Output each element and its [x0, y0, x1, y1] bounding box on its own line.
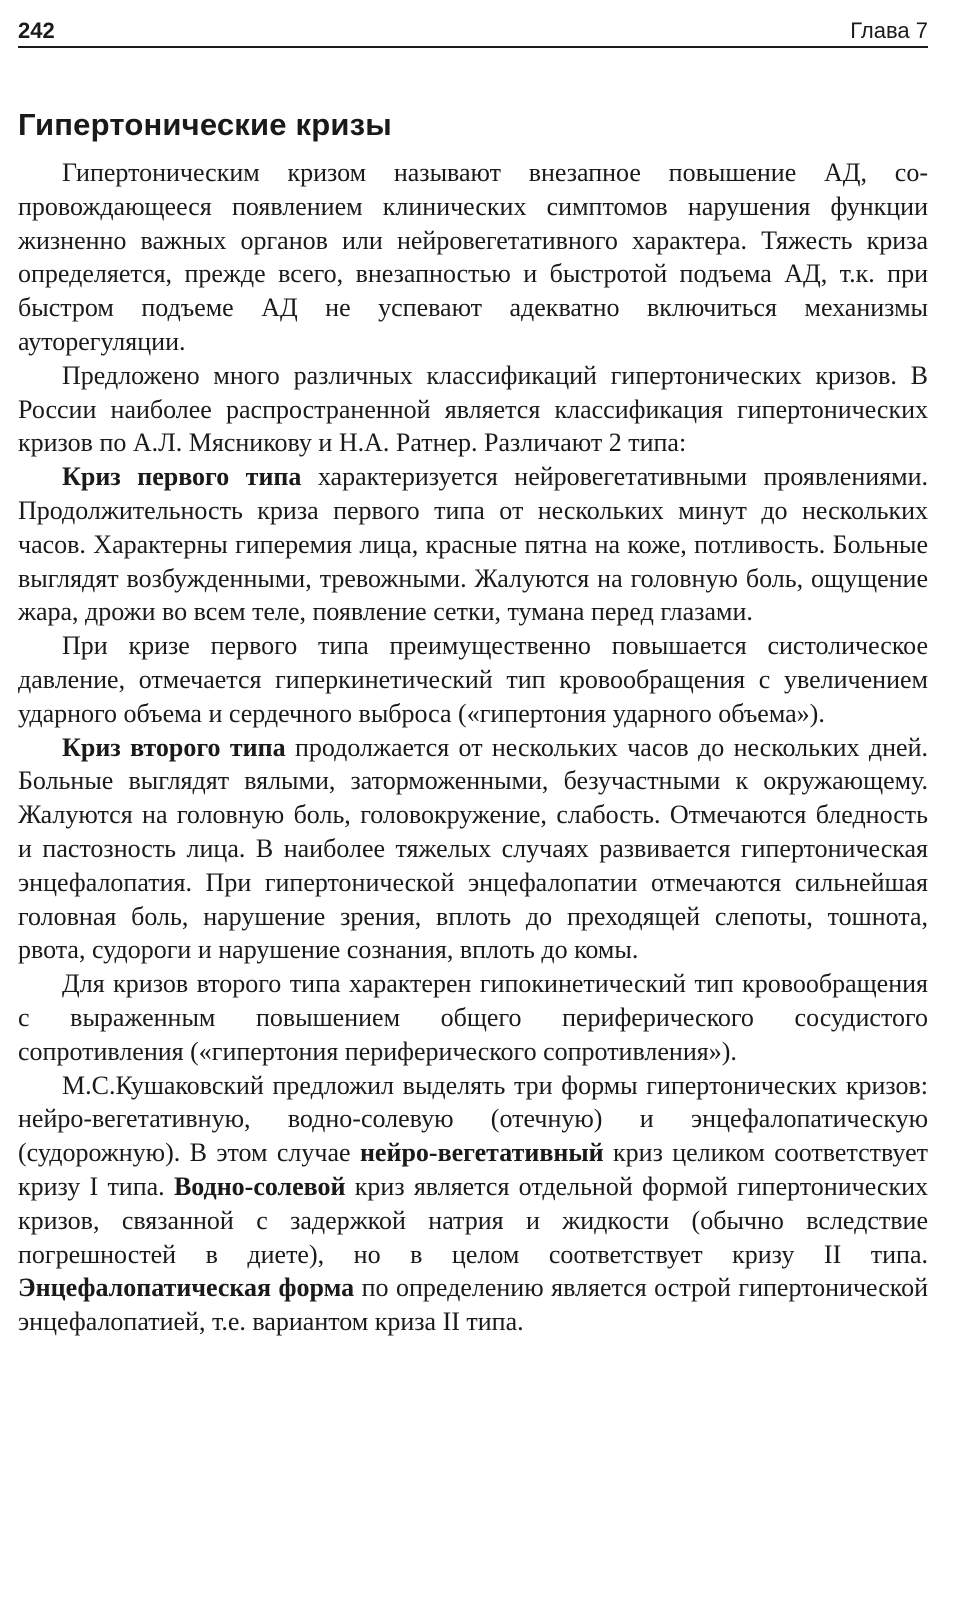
paragraph-classification: [18, 359, 928, 460]
paragraph-text: криз целиком соответствует кризу I типа.: [18, 1138, 928, 1201]
body-text: [18, 156, 928, 1339]
term-second-type: Криз второго типа: [62, 732, 286, 762]
book-page: [18, 18, 928, 1339]
paragraph-text: М.С.Кушаковский предложил выделять три формы гипертонических кризов: нейро-вегетативную, водно-солевую (отечную) и энцефалопатическую (судорожную). В этом случае: [18, 1070, 928, 1168]
paragraph-first-type-hemodynamics: [18, 629, 928, 730]
paragraph-second-type-hemodynamics: [18, 967, 928, 1068]
paragraph-text: Предложено много различных классификаций гипертонических кризов. В России наиболее распространенной является классификация гипертонических кризов по А.Л. Мясникову и Н.А. Ратнер. Различают 2 типа:: [18, 360, 928, 458]
paragraph-kushakovsky: [18, 1069, 928, 1339]
paragraph-text: Гипертоническим кризом называют внезапное повышение АД, сопровождающееся появлением клинических симптомов нарушения функции жизненно важных органов или нейровегетативного характера. Тяжесть криза определяется, прежде всего, внезапностью и быстротой подъема АД, т.к. при быстром подъеме АД не успевают адекватно включиться механизмы ауторегуляции.: [18, 158, 928, 356]
paragraph-text: характеризуется нейровегетативными проявлениями. Продолжительность криза первого типа от нескольких минут до нескольких часов. Характерны гиперемия лица, красные пятна на коже, потливость. Больные выглядят возбужденными, тревожными. Жалуются на головную боль, ощущение жара, дрожи во всем теле, появление сетки, тумана перед глазами.: [18, 462, 928, 627]
term-water-salt: Водно-солевой: [173, 1171, 346, 1201]
paragraph-text: Для кризов второго типа характерен гипокинетический тип кровообращения с выраженным повышением общего периферического сосудистого сопротивления («гипертония периферического сопротивления»).: [18, 969, 928, 1066]
paragraph-definition: [18, 156, 928, 359]
running-header: [18, 18, 928, 48]
paragraph-text: по определению является острой гипертонической энцефалопатией, т.е. вариантом криза II типа.: [18, 1273, 928, 1337]
term-first-type: Криз первого типа: [62, 462, 302, 492]
page-number: 242: [18, 18, 55, 43]
section-title: Гипертонические кризы: [18, 107, 392, 142]
term-encephalopathic: Энцефалопатическая форма: [18, 1273, 355, 1303]
term-neuro-vegetative: нейро-вегетативный: [359, 1138, 604, 1168]
paragraph-first-type: [18, 460, 928, 629]
paragraph-text: криз является отдельной формой гипертонических кризов, связанной с задержкой натрия и жидкости (обычно вследствие погрешностей в диете), но в целом соответствует кризу II типа.: [18, 1171, 928, 1269]
paragraph-second-type: [18, 731, 928, 968]
paragraph-text: продолжается от нескольких часов до нескольких дней. Больные выглядят вялыми, заторможенными, безучастными к окружающему. Жалуются на головную боль, головокружение, слабость. Отмечаются бледность и пастозность лица. В наиболее тяжелых случаях развивается гипертоническая энцефалопатия. При гипертонической энцефалопатии отмечаются сильнейшая головная боль, нарушение зрения, вплоть до преходящей слепоты, тошнота, рвота, судороги и нарушение сознания, вплоть до комы.: [18, 732, 928, 965]
paragraph-text: При кризе первого типа преимущественно повышается систолическое давление, отмечается гиперкинетический тип кровообращения с увеличением ударного объема и сердечного выброса («гипертония ударного объема»).: [18, 631, 928, 728]
chapter-label: Глава 7: [850, 18, 928, 43]
